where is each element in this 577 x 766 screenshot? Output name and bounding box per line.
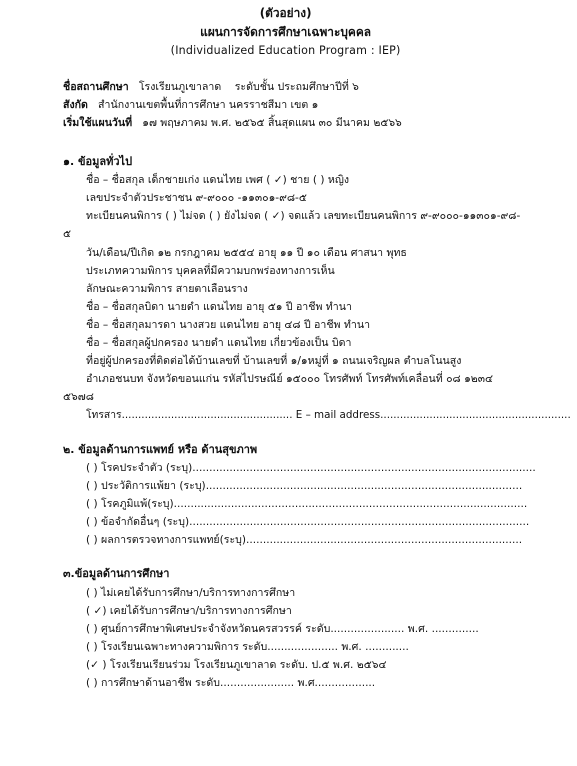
- disability-characteristics-line: ลักษณะความพิการ สายตาเลือนราง: [86, 283, 248, 295]
- affiliation-value: สำนักงานเขตพื้นที่การศึกษา นครราชสีมา เขต ๑: [98, 99, 319, 111]
- medical-item: ( ) ผลการตรวจทางการแพทย์(ระบุ)..................................................................................: [86, 534, 523, 546]
- document-title: แผนการจัดการศึกษาเฉพาะบุคคล: [200, 25, 372, 39]
- school-line: [63, 80, 359, 94]
- education-item: ( ) การศึกษาด้านอาชีพ ระดับ...................... พ.ศ..................: [86, 677, 376, 689]
- father-line: ชื่อ – ชื่อสกุลบิดา นายดำ แดนไทย อายุ ๕๑ ปี อาชีพ ทำนา: [86, 301, 352, 313]
- document-subtitle: (Individualized Education Program : IEP): [170, 44, 401, 57]
- example-label: (ตัวอย่าง): [259, 6, 312, 20]
- medical-item: ( ) ข้อจำกัดอื่นๆ (ระบุ).....................................................................................................: [86, 516, 530, 528]
- affiliation-label: สังกัด: [63, 99, 88, 111]
- education-item: ( ) ศูนย์การศึกษาพิเศษประจำจังหวัดนครสวรรค์ ระดับ...................... พ.ศ. ..............: [86, 623, 479, 635]
- affiliation-line: [63, 98, 318, 112]
- section-2-title: ๒. ข้อมูลด้านการแพทย์ หรือ ด้านสุขภาพ: [63, 443, 258, 456]
- district-phone-line: อำเภอชนบท จังหวัดขอนแก่น รหัสไปรษณีย์ ๑๕๐๐๐ โทรศัพท์ โทรศัพท์เคลื่อนที่ ๐๘ ๑๒๓๔: [86, 373, 494, 385]
- school-level: ระดับชั้น ประถมศึกษาปีที่ ๖: [234, 81, 359, 93]
- section-1-title: ๑. ข้อมูลทั่วไป: [63, 155, 133, 168]
- fax-email-line: โทรสาร.................................................... E – mail address..........................................................: [86, 409, 571, 421]
- registration-continued: ๕: [63, 228, 72, 240]
- mother-line: ชื่อ – ชื่อสกุลมารดา นางสวย แดนไทย อายุ ๔๘ ปี อาชีพ ทำนา: [86, 319, 371, 331]
- education-item: ( ) ไม่เคยได้รับการศึกษา/บริการทางการศึกษา: [86, 587, 296, 599]
- disability-registration-line: ทะเบียนคนพิการ ( ) ไม่จด ( ) ยังไม่จด ( ✓) จดแล้ว เลขทะเบียนคนพิการ ๙-๙๐๐๐-๑๑๓๐๑-๙๘-: [86, 210, 521, 222]
- medical-item: ( ) โรคประจำตัว (ระบุ)......................................................................................................: [86, 462, 536, 474]
- birth-date-line: วัน/เดือน/ปีเกิด ๑๒ กรกฎาคม ๒๕๕๔ อายุ ๑๑ ปี ๑๐ เดือน ศาสนา พุทธ: [86, 247, 407, 259]
- phone-continued: ๕๖๗๘: [63, 391, 94, 403]
- disability-type-line: ประเภทความพิการ บุคคลที่มีความบกพร่องทางการเห็น: [86, 265, 335, 277]
- medical-item: ( ) โรคภูมิแพ้(ระบุ).........................................................................................................: [86, 498, 528, 510]
- plan-start-value: ๑๗ พฤษภาคม พ.ศ. ๒๕๖๕ สิ้นสุดแผน ๓๐ มีนาคม ๒๕๖๖: [142, 117, 402, 129]
- education-item: ( ✓) เคยได้รับการศึกษา/บริการทางการศึกษา: [86, 605, 292, 617]
- plan-date-line: [63, 116, 402, 130]
- school-label: ชื่อสถานศึกษา: [63, 81, 129, 93]
- medical-item: ( ) ประวัติการแพ้ยา (ระบุ)..............................................................................................: [86, 480, 523, 492]
- education-item: ( ) โรงเรียนเฉพาะทางความพิการ ระดับ..................... พ.ศ. .............: [86, 641, 409, 653]
- student-name-line: ชื่อ – ชื่อสกุล เด็กชายเก่ง แดนไทย เพศ ( ✓) ชาย ( ) หญิง: [86, 174, 350, 186]
- plan-start-label: เริ่มใช้แผนวันที่: [63, 117, 133, 129]
- school-name: โรงเรียนภูเขาลาด: [138, 81, 222, 93]
- guardian-line: ชื่อ – ชื่อสกุลผู้ปกครอง นายดำ แดนไทย เกี่ยวข้องเป็น บิดา: [86, 337, 352, 349]
- guardian-address-line: ที่อยู่ผู้ปกครองที่ติดต่อได้บ้านเลขที่ บ้านเลขที่ ๑/๑หมู่ที่ ๑ ถนนเจริญผล ตำบลโนนสูง: [86, 355, 462, 367]
- section-3-title: ๓.ข้อมูลด้านการศึกษา: [63, 567, 170, 580]
- citizen-id-line: เลขประจำตัวประชาชน ๙-๙๐๐๐ -๑๑๓๐๑-๙๘-๕: [86, 192, 307, 204]
- education-item: (✓ ) โรงเรียนเรียนร่วม โรงเรียนภูเขาลาด ระดับ. ป.๕ พ.ศ. ๒๕๖๔: [86, 659, 387, 671]
